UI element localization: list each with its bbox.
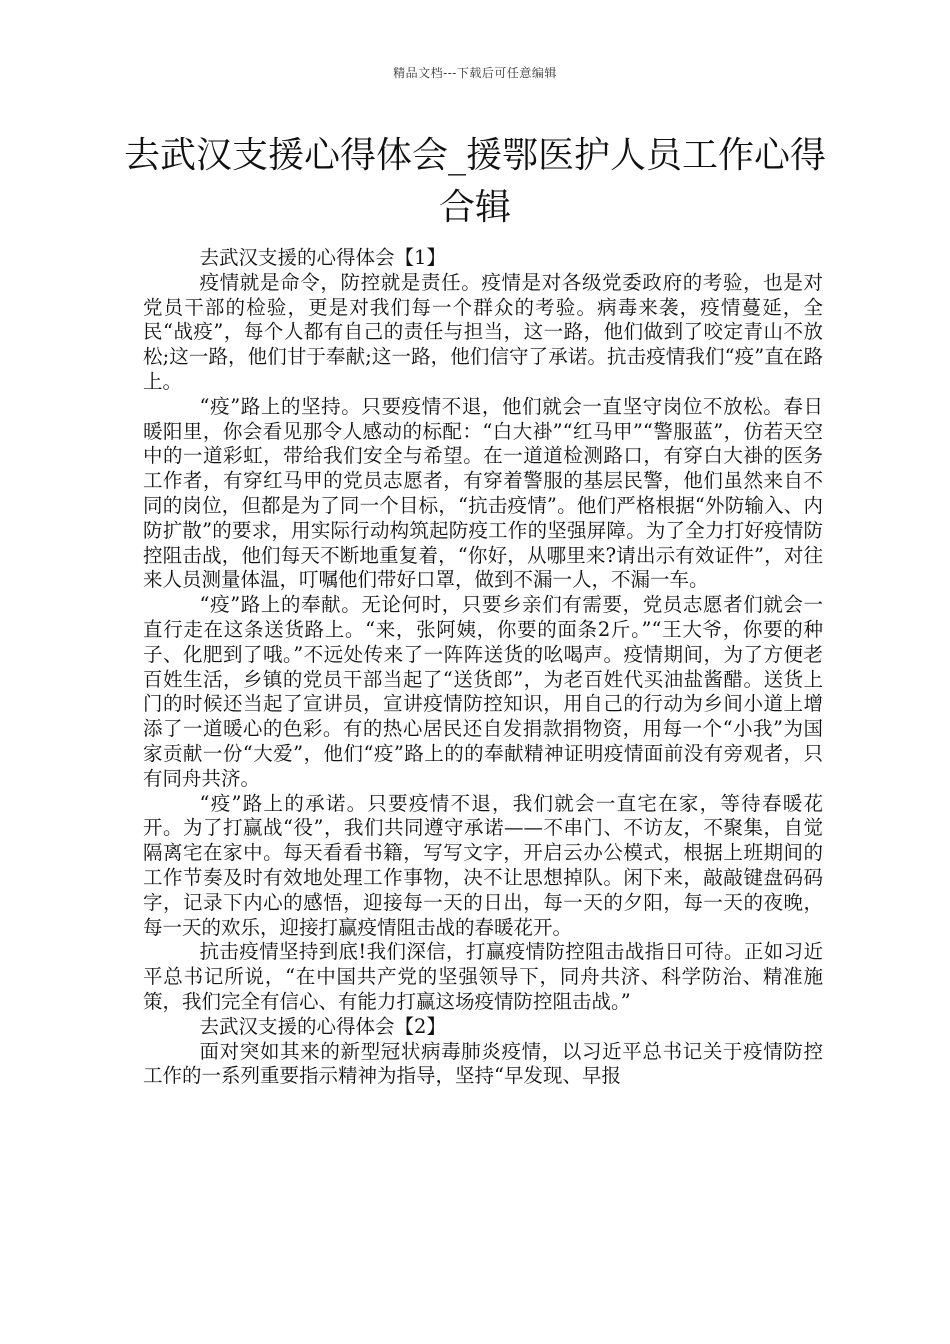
paragraph: 疫情就是命令，防控就是责任。疫情是对各级党委政府的考验，也是对党员干部的检验，更是对我们每一个群众的考验。病毒来袭，疫情蔓延，全民“战疫”，每个人都有自己的责任与担当，这一路，他们做到了咬定青山不放松;这一路，他们甘于奉献;这一路，他们信守了承诺。抗击疫情我们“疫”直在路上。 [143, 270, 823, 393]
paragraph: “疫”路上的奉献。无论何时，只要乡亲们有需要，党员志愿者们就会一直行走在这条送货路上。“来，张阿姨，你要的面条2斤。”“王大爷，你要的种子、化肥到了哦。”不远处传来了一阵阵送货的吆喝声。疫情期间，为了方便老百姓生活，乡镇的党员干部当起了“送货郎”，为老百姓代买油盐酱醋。送货上门的时候还当起了宣讲员，宣讲疫情防控知识，用自己的行动为乡间小道上增添了一道暖心的色彩。有的热心居民还自发捐款捐物资，用每一个“小我”为国家贡献一份“大爱”，他们“疫”路上的的奉献精神证明疫情面前没有旁观者，只有同舟共济。 [143, 593, 823, 790]
section-heading-2: 去武汉支援的心得体会【2】 [199, 1014, 446, 1038]
paragraph: 面对突如其来的新型冠状病毒肺炎疫情，以习近平总书记关于疫情防控工作的一系列重要指示精神为指导，坚持“早发现、早报 [143, 1039, 823, 1088]
paragraph: “疫”路上的承诺。只要疫情不退，我们就会一直宅在家，等待春暖花开。为了打赢战“役”，我们共同遵守承诺——不串门、不访友，不聚集，自觉隔离宅在家中。每天看看书籍，写写文字，开启云办公模式，根据上班期间的工作节奏及时有效地处理工作事物，决不让思想掉队。闲下来，敲敲键盘码码字，记录下内心的感悟，迎接每一天的日出，每一天的夕阳，每一天的夜晚，每一天的欢乐，迎接打赢疫情阻击战的春暖花开。 [143, 791, 823, 939]
paragraph: 抗击疫情坚持到底!我们深信，打赢疫情防控阻击战指日可待。正如习近平总书记所说，“在中国共产党的坚强领导下，同舟共济、科学防治、精准施策，我们完全有信心、有能力打赢这场疫情防控阻击战。” [143, 940, 823, 1013]
section-heading-1: 去武汉支援的心得体会【1】 [199, 246, 446, 269]
paragraph: “疫”路上的坚持。只要疫情不退，他们就会一直坚守岗位不放松。春日暖阳里，你会看见那令人感动的标配：“白大褂”“红马甲”“警服蓝”，仿若天空中的一道彩虹，带给我们安全与希望。在一道道检测路口，有穿白大褂的医务工作者，有穿红马甲的党员志愿者，有穿着警服的基层民警，他们虽然来自不同的岗位，但都是为了同一个目标，“抗击疫情”。他们严格根据“外防输入、内防扩散”的要求，用实际行动构筑起防疫工作的坚强屏障。为了全力打好疫情防控阻击战，他们每天不断地重复着，“你好，从哪里来?请出示有效证件”，对往来人员测量体温，叮嘱他们带好口罩，做到不漏一人，不漏一车。 [143, 394, 823, 592]
document-body [143, 246, 823, 1089]
document-title: 去武汉支援心得体会_援鄂医护人员工作心得合辑 [123, 135, 826, 228]
page-header-watermark: 精品文档---下载后可任意编辑 [393, 66, 557, 80]
